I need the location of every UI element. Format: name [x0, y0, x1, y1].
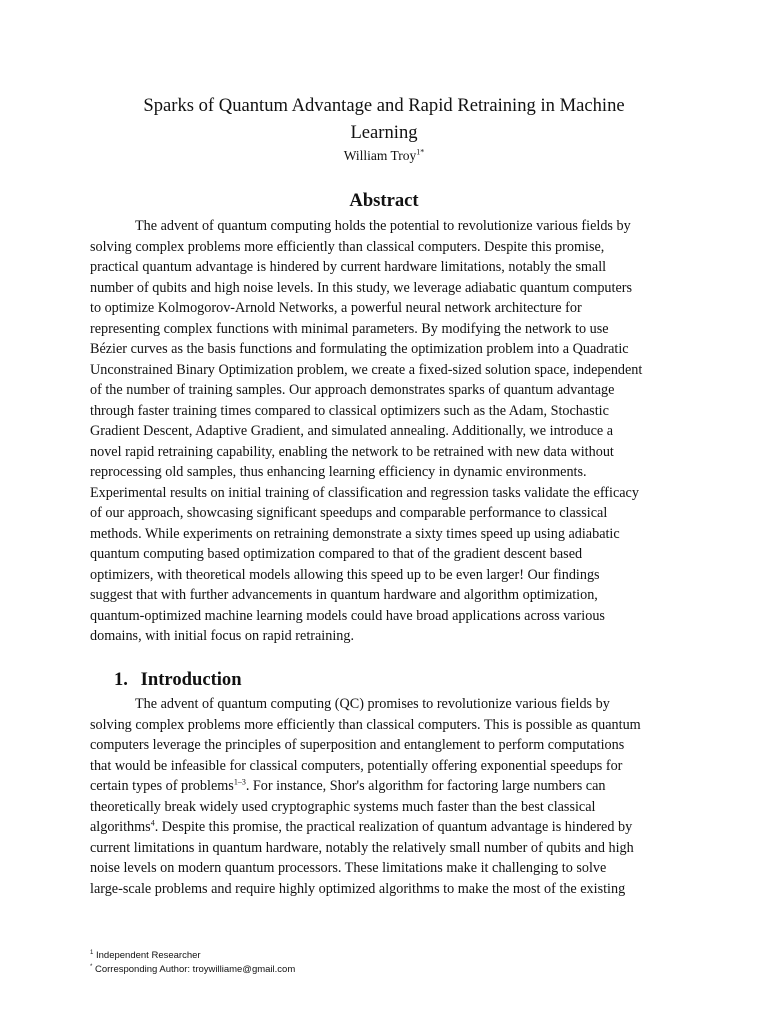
abstract-line: representing complex functions with minimal parameters. By modifying the network to use — [90, 320, 609, 337]
intro-line: computers leverage the principles of superposition and entanglement to perform computations — [90, 737, 625, 753]
intro-line: solving complex problems more efficiently than classical computers. This is possible as quantum — [90, 716, 641, 733]
section-title: Introduction — [140, 669, 242, 690]
intro-line: large-scale problems and require highly optimized algorithms to make the most of the existing — [90, 880, 626, 897]
title-line: Sparks of Quantum Advantage and Rapid Retraining in Machine — [143, 95, 625, 116]
citation-marker: 1–3 — [233, 777, 246, 787]
author-affiliation-marker: 1* — [416, 147, 425, 157]
section-number: 1. — [114, 669, 128, 690]
citation-marker: 4 — [150, 818, 155, 828]
abstract-line: of the number of training samples. Our approach demonstrates sparks of quantum advantage — [90, 382, 615, 398]
abstract-line: quantum-optimized machine learning models could have broad applications across various — [90, 607, 605, 624]
footnote-corresponding-author — [90, 963, 295, 977]
intro-text: algorithms — [90, 819, 151, 835]
footnote-marker: 1 — [90, 949, 94, 956]
abstract-line: Experimental results on initial training of classification and regression tasks validate the efficacy — [90, 484, 639, 501]
paper-title — [90, 92, 678, 146]
abstract-line: solving complex problems more efficiently than classical computers. Despite this promise, — [90, 238, 605, 255]
intro-text: . Despite this promise, the practical realization of quantum advantage is hindered by — [154, 819, 633, 835]
section-heading-introduction — [114, 668, 242, 692]
abstract-line: The advent of quantum computing holds the potential to revolutionize various fields by — [135, 218, 631, 234]
intro-text: certain types of problems — [90, 778, 234, 794]
intro-text: . For instance, Shor's algorithm for factoring large numbers can — [245, 778, 606, 794]
abstract-line: practical quantum advantage is hindered by current hardware limitations, notably the small — [90, 259, 607, 275]
abstract-line: number of qubits and high noise levels. In this study, we leverage adiabatic quantum computers — [90, 279, 633, 296]
abstract-line: Gradient Descent, Adaptive Gradient, and simulated annealing. Additionally, we introduce a — [90, 423, 614, 439]
abstract-line: suggest that with further advancements in quantum hardware and algorithm optimization, — [90, 587, 598, 603]
intro-line: The advent of quantum computing (QC) promises to revolutionize various fields by — [135, 696, 610, 712]
abstract-line: quantum computing based optimization compared to that of the gradient descent based — [90, 546, 583, 562]
abstract-line: through faster training times compared to classical optimizers such as the Adam, Stochastic — [90, 402, 609, 419]
footnote-text: Independent Researcher — [93, 950, 201, 961]
abstract-line: domains, with initial focus on rapid retraining. — [90, 628, 354, 644]
author-line — [90, 147, 678, 165]
intro-line: current limitations in quantum hardware, notably the relatively small number of qubits and high — [90, 839, 634, 856]
introduction-body — [90, 694, 680, 899]
abstract-line: reprocessing old samples, thus enhancing learning efficiency in dynamic environments. — [90, 464, 587, 480]
abstract-body — [90, 216, 680, 647]
abstract-line: Bézier curves as the basis functions and formulating the optimization problem into a Quadratic — [90, 341, 629, 357]
abstract-line: methods. While experiments on retraining demonstrate a sixty times speed up using adiabatic — [90, 525, 620, 542]
abstract-line: Unconstrained Binary Optimization problem, we create a fixed-sized solution space, independent — [90, 361, 643, 378]
abstract-line: of our approach, showcasing significant speedups and comparable performance to classical — [90, 505, 608, 521]
footnote-text: Corresponding Author: troywilliame@gmail.com — [92, 964, 296, 975]
abstract-line: novel rapid retraining capability, enabling the network to be retrained with new data without — [90, 443, 614, 460]
abstract-line: to optimize Kolmogorov-Arnold Networks, a powerful neural network architecture for — [90, 300, 582, 316]
footnotes — [90, 949, 295, 977]
footnote-marker: * — [90, 963, 93, 970]
author-name: William Troy — [343, 148, 417, 163]
intro-line: theoretically break widely used cryptographic systems much faster than the best classical — [90, 798, 596, 815]
abstract-line: optimizers, with theoretical models allowing this speed up to be even larger! Our findings — [90, 566, 600, 583]
intro-line — [90, 817, 680, 838]
title-line: Learning — [350, 122, 418, 143]
abstract-heading: Abstract — [349, 190, 419, 211]
intro-line — [90, 776, 680, 797]
footnote-affiliation — [90, 949, 295, 963]
intro-line: noise levels on modern quantum processors. These limitations make it challenging to solve — [90, 860, 607, 876]
intro-line: that would be infeasible for classical computers, potentially offering exponential speedups for — [90, 757, 623, 774]
